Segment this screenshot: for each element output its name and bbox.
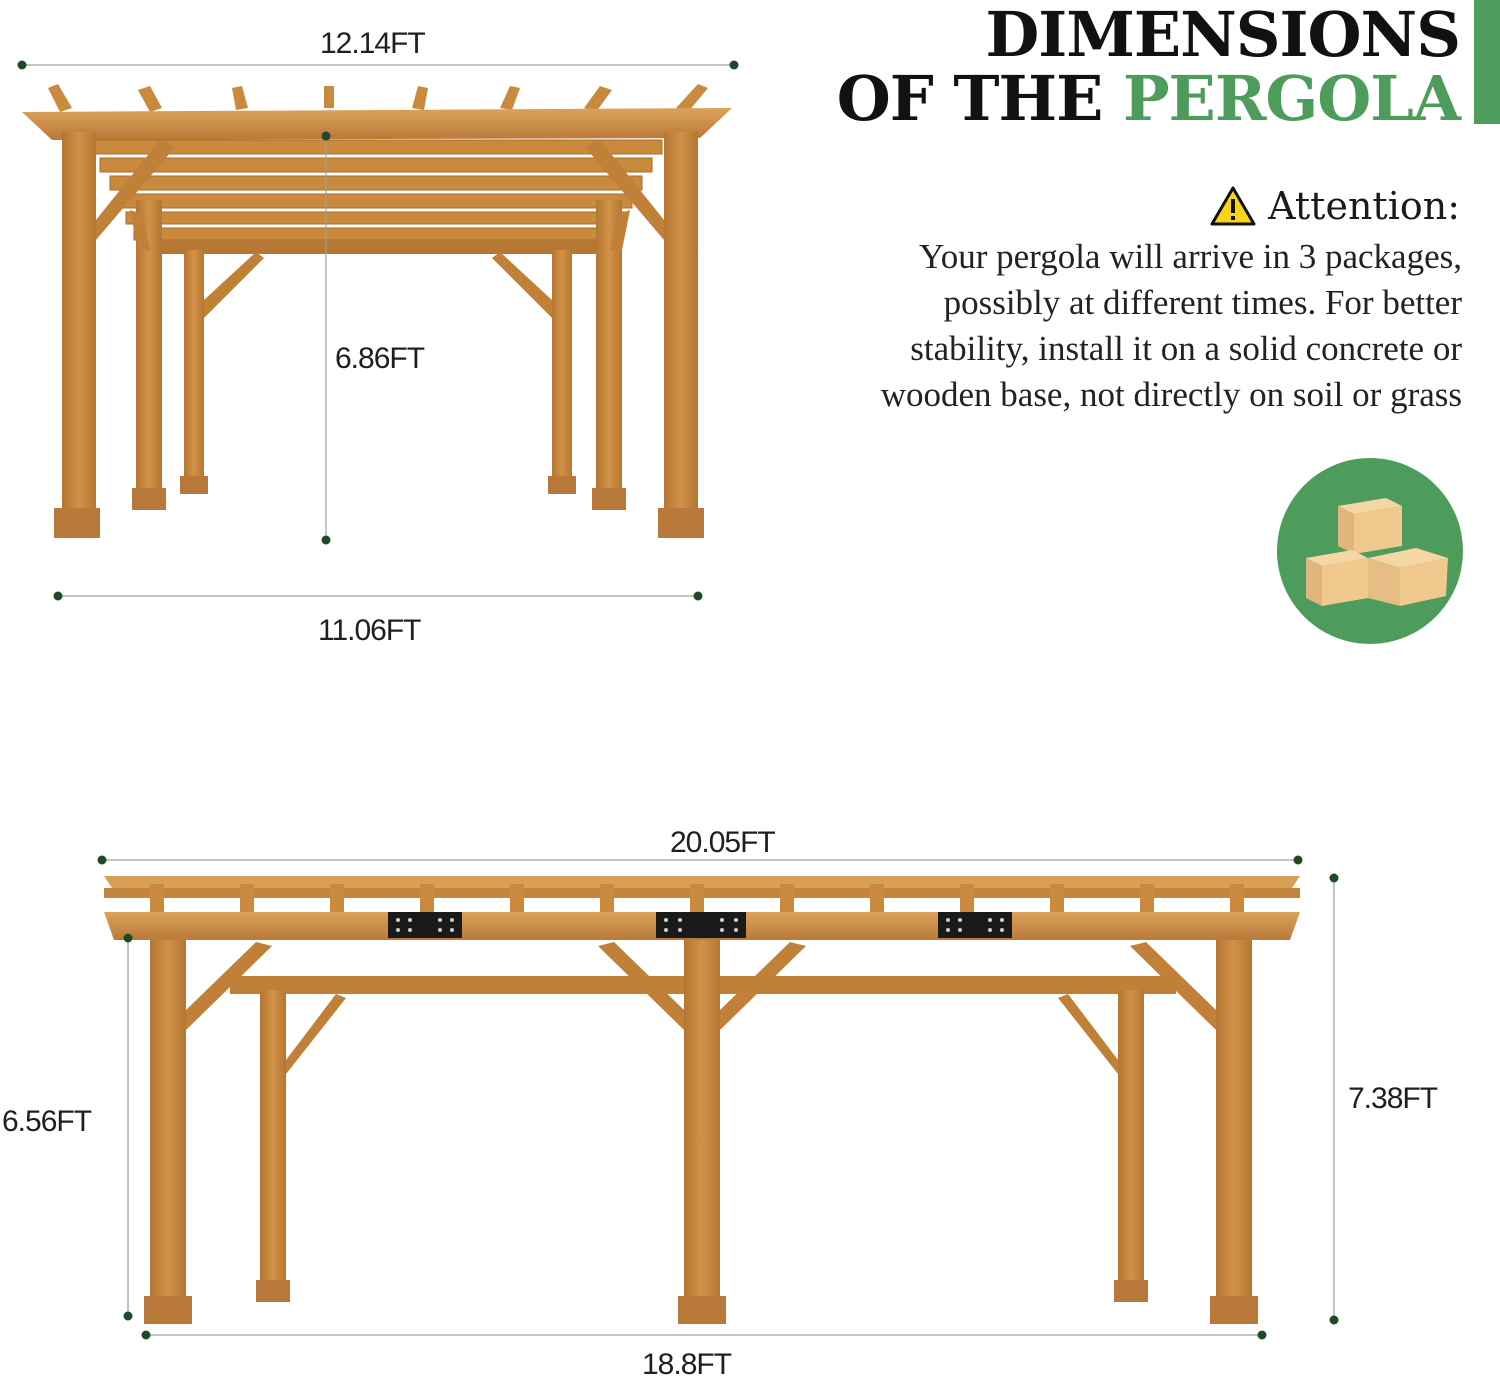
dim-side-right-height: 7.38FT xyxy=(1348,1082,1438,1115)
title-prefix: OF THE xyxy=(836,62,1123,135)
dim-side-left-height: 6.56FT xyxy=(2,1105,92,1138)
dim-side-top-length: 20.05FT xyxy=(670,826,775,859)
attention-heading-text: Attention: xyxy=(1268,184,1460,228)
dim-front-top-width: 12.14FT xyxy=(320,27,425,60)
side-view-pergola xyxy=(104,876,1300,1324)
title-line-1: DIMENSIONS xyxy=(985,0,1460,71)
dim-side-bottom-length: 18.8FT xyxy=(642,1348,732,1381)
front-view-pergola xyxy=(22,84,732,538)
title-accent: PERGOLA xyxy=(1122,62,1460,135)
dim-front-height: 6.86FT xyxy=(335,342,425,375)
attention-body: Your pergola will arrive in 3 packages, possibly at different times. For better stability, install it on a solid concrete or wooden base, not directly on soil or grass xyxy=(880,237,1462,414)
dim-front-bottom-width: 11.06FT xyxy=(318,614,421,647)
